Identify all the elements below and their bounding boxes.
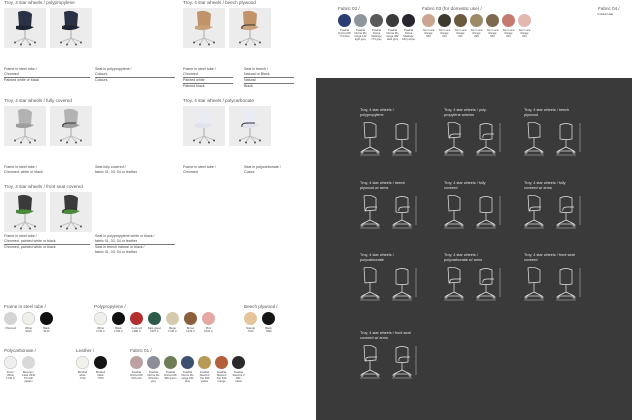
option-text: Black [244, 84, 253, 88]
finish-group-title: Fabric 03 (for domestic use) / [422, 6, 482, 11]
chair-photo [183, 8, 225, 48]
dimension-drawing [524, 266, 594, 307]
option-text: Chromed [183, 170, 198, 174]
option-text: Natural or Black [244, 72, 270, 76]
swatch-label: Kvadrat Steelcut Trio 536 orange [216, 371, 227, 384]
chair-photo [229, 106, 271, 146]
color-swatch [164, 356, 177, 369]
drawing-title: Troy, 4 star wheels / beech [524, 108, 570, 112]
option-text: Seat in polypropylene white or black / [95, 234, 155, 238]
color-swatch [518, 14, 531, 27]
color-swatch [386, 14, 399, 27]
swatch-label: Natural 7310 [246, 327, 255, 334]
option-text: Seat in polycarbonate / [244, 165, 281, 169]
chair-fully-title: Troy, 4 star wheels / fully covered [4, 98, 72, 103]
dimension-drawing [360, 121, 430, 162]
swatch-label: Pink 1033 C [204, 327, 213, 334]
dimension-drawing [444, 194, 514, 235]
color-swatch [422, 14, 435, 27]
finish-group-title: Fabric 02 / [338, 6, 360, 11]
option-text: Colours [95, 78, 108, 82]
swatch-label: Kvadrat Hale [597, 13, 614, 16]
swatch-label: Cool red 1480 C [131, 327, 142, 334]
swatch-label: Reverse / Clear 2540 TR with pattern [21, 371, 36, 384]
swatch-label: Black 7990 [265, 327, 272, 334]
drawing-subtitle: polycarbonate w/ arms [444, 258, 483, 262]
dimension-drawing [360, 266, 430, 307]
drawing-subtitle: covered w/ arms [524, 186, 552, 190]
swatch-label: Bonded black 7760 [95, 371, 106, 381]
swatch-label: Black 9140 [43, 327, 50, 334]
color-swatch [22, 356, 35, 369]
chair-photo [4, 106, 46, 146]
chair-photo [229, 8, 271, 48]
swatch-label: Brown 1479 C [186, 327, 195, 334]
finish-group-title: Polypropylene / [94, 304, 126, 309]
option-text: Frame in steel tube / [183, 165, 216, 169]
drawing-title: Troy, 4 star wheels / fully [524, 181, 566, 185]
color-swatch [470, 14, 483, 27]
dimension-drawings-panel [316, 78, 632, 420]
color-swatch [202, 312, 215, 325]
drawing-subtitle: plywood w/ arms [360, 186, 389, 190]
swatch-label: Tom Luca Range 005 [470, 29, 483, 39]
dimension-drawing [524, 121, 594, 162]
color-swatch [4, 312, 17, 325]
option-text: Painted black [183, 84, 205, 88]
swatch-label: Kvadrat Steelcut Trio 693 yellow [199, 371, 210, 384]
color-swatch [486, 14, 499, 27]
chair-poly-title: Troy, 4 star wheels / polypropylene [4, 0, 75, 5]
color-swatch [232, 356, 245, 369]
swatch-label: Tom Luca Range 001 [518, 29, 531, 39]
chair-photo [50, 8, 92, 48]
color-swatch [181, 356, 194, 369]
dimension-drawing [524, 194, 594, 235]
swatch-label: Kvadrat Divina Mo 919 bleu grey [147, 371, 160, 384]
option-text: Painted white or black [4, 78, 40, 82]
dimension-drawing [360, 194, 430, 235]
chair-photo [50, 106, 92, 146]
swatch-label: Kvadrat Divina Mo tanga 132 light grey [354, 29, 367, 42]
drawing-title: Troy, 4 star wheels / [360, 253, 394, 257]
color-swatch [244, 312, 257, 325]
swatch-label: Tom Luca Range 002 [422, 29, 435, 39]
option-text: Chromed [183, 72, 198, 76]
dimension-drawing [444, 266, 514, 307]
color-swatch [40, 312, 53, 325]
color-swatch [402, 14, 415, 27]
drawing-subtitle: plywood [524, 113, 538, 117]
color-swatch [262, 312, 275, 325]
color-swatch [184, 312, 197, 325]
drawing-subtitle: polycarbonate [360, 258, 384, 262]
drawing-subtitle: covered [524, 258, 538, 262]
drawing-title: Troy, 4 star wheels / [360, 108, 394, 112]
option-text: Painted white [183, 78, 205, 82]
option-text: Chromed, white or black [4, 170, 43, 174]
color-swatch [454, 14, 467, 27]
color-swatch [166, 312, 179, 325]
swatch-label: White 1735 C [96, 327, 105, 334]
color-swatch [198, 356, 211, 369]
swatch-label: Beige 1730 C [168, 327, 177, 334]
finish-group-title: Frame in steel tube / [4, 304, 46, 309]
swatch-label: Tom Luca Range 011 [454, 29, 467, 39]
swatch-label: Tom Luca Range 010 [438, 29, 451, 39]
option-text: Seat in beech / [244, 67, 268, 71]
option-text: Colours [95, 72, 108, 76]
dimension-drawing [360, 344, 430, 385]
chair-photo [4, 192, 46, 232]
drawing-subtitle: polypropylene [360, 113, 384, 117]
swatch-label: Kvadrat Steelcut 2 190 / black [232, 371, 245, 384]
option-text: fabric 01, 03, 04 or leather [95, 239, 137, 243]
drawing-title: Troy, 4 star wheels / front seat [524, 253, 575, 257]
chair-beech-title: Troy, 4 star wheels / beech plywood [183, 0, 256, 5]
swatch-label: Chromed [4, 327, 17, 330]
color-swatch [438, 14, 451, 27]
drawing-title: Troy, 4 star wheels / fully [444, 181, 486, 185]
swatch-label: White 9010 [25, 327, 32, 334]
swatch-label: Kvadrat Divina Melange 773 grey [371, 29, 382, 42]
color-swatch [215, 356, 228, 369]
swatch-label: Kvadrat Divina Mo tanga 382 dark grey [386, 29, 399, 42]
drawing-subtitle: covered [444, 186, 458, 190]
swatch-label: Black 1782 C [114, 327, 123, 334]
finish-group-title: Leather / [76, 348, 95, 353]
finish-group-title: Beech plywood / [244, 304, 278, 309]
swatch-label: Kvadrat Divina MD 619 pink [130, 371, 143, 381]
swatch-label: Tom Luca Range 001 [502, 29, 515, 39]
finish-group-title: Polycarbonate / [4, 348, 36, 353]
drawing-title: Troy, 4 star wheels / poly- [444, 108, 488, 112]
color-swatch [22, 312, 35, 325]
swatch-label: Kvadrat Divina MD 965 green [164, 371, 177, 381]
swatch-label: Bonded white 7740 [77, 371, 88, 381]
option-text: Chromed, painted white or black [4, 239, 56, 243]
chair-pc-title: Troy, 4 star wheels / polycarbonate [183, 98, 254, 103]
color-swatch [4, 356, 17, 369]
color-swatch [94, 312, 107, 325]
option-text: Seat in polypropylene / [95, 67, 132, 71]
finish-group-title: Fabric 01 / [130, 348, 152, 353]
option-text: Frame in steel tube / [4, 67, 37, 71]
chair-photo [50, 192, 92, 232]
dimension-drawing [444, 121, 514, 162]
drawing-subtitle: propylene w/arms [444, 113, 474, 117]
color-swatch [130, 312, 143, 325]
chair-photo [183, 106, 225, 146]
option-text: Frame in steel tube / [183, 67, 216, 71]
finish-group-title: Fabric 04 / [598, 6, 620, 11]
option-text: Colour [244, 170, 255, 174]
drawing-title: Troy, 4 star wheels / [444, 253, 478, 257]
swatch-label: Kvadrat Divina Melange 183 purple [402, 29, 415, 42]
chair-photo [4, 8, 46, 48]
swatch-label: Dark green 1507 C [147, 327, 162, 334]
swatch-label: Tom Luca Range 002 [486, 29, 499, 39]
drawing-subtitle: covered w/ arms [360, 336, 388, 340]
option-text: Seat in beech natural or black / [95, 245, 145, 249]
color-swatch [338, 14, 351, 27]
swatch-label: Frost / White 1730 C [6, 371, 15, 381]
color-swatch [130, 356, 143, 369]
swatch-label: Kvadrat Divina Mo tanga 182 blue [181, 371, 194, 384]
option-text: Seat fully covered / [95, 165, 126, 169]
color-swatch [147, 356, 160, 369]
drawing-title: Troy, 4 star wheels / beech [360, 181, 406, 185]
option-text: Chromed, painted white or black [4, 245, 56, 249]
option-text: Frame in steel tube / [4, 165, 37, 169]
option-text: fabric 01, 03, 04 or leather [95, 170, 137, 174]
color-swatch [94, 356, 107, 369]
option-text: Natural [244, 78, 256, 82]
drawing-title: Troy, 4 star wheels / front seat [360, 331, 411, 335]
color-swatch [148, 312, 161, 325]
color-swatch [354, 14, 367, 27]
swatch-label: Kvadrat Divina MD 773 blue [338, 29, 351, 39]
option-text: Chromed [4, 72, 19, 76]
color-swatch [370, 14, 383, 27]
color-swatch [502, 14, 515, 27]
color-swatch [76, 356, 89, 369]
option-text: Frame in steel tube / [4, 234, 37, 238]
option-text: fabric 01, 03, 04 or leather [95, 250, 137, 254]
chair-front-title: Troy, 4 star wheels / front seat covered [4, 184, 83, 189]
color-swatch [112, 312, 125, 325]
